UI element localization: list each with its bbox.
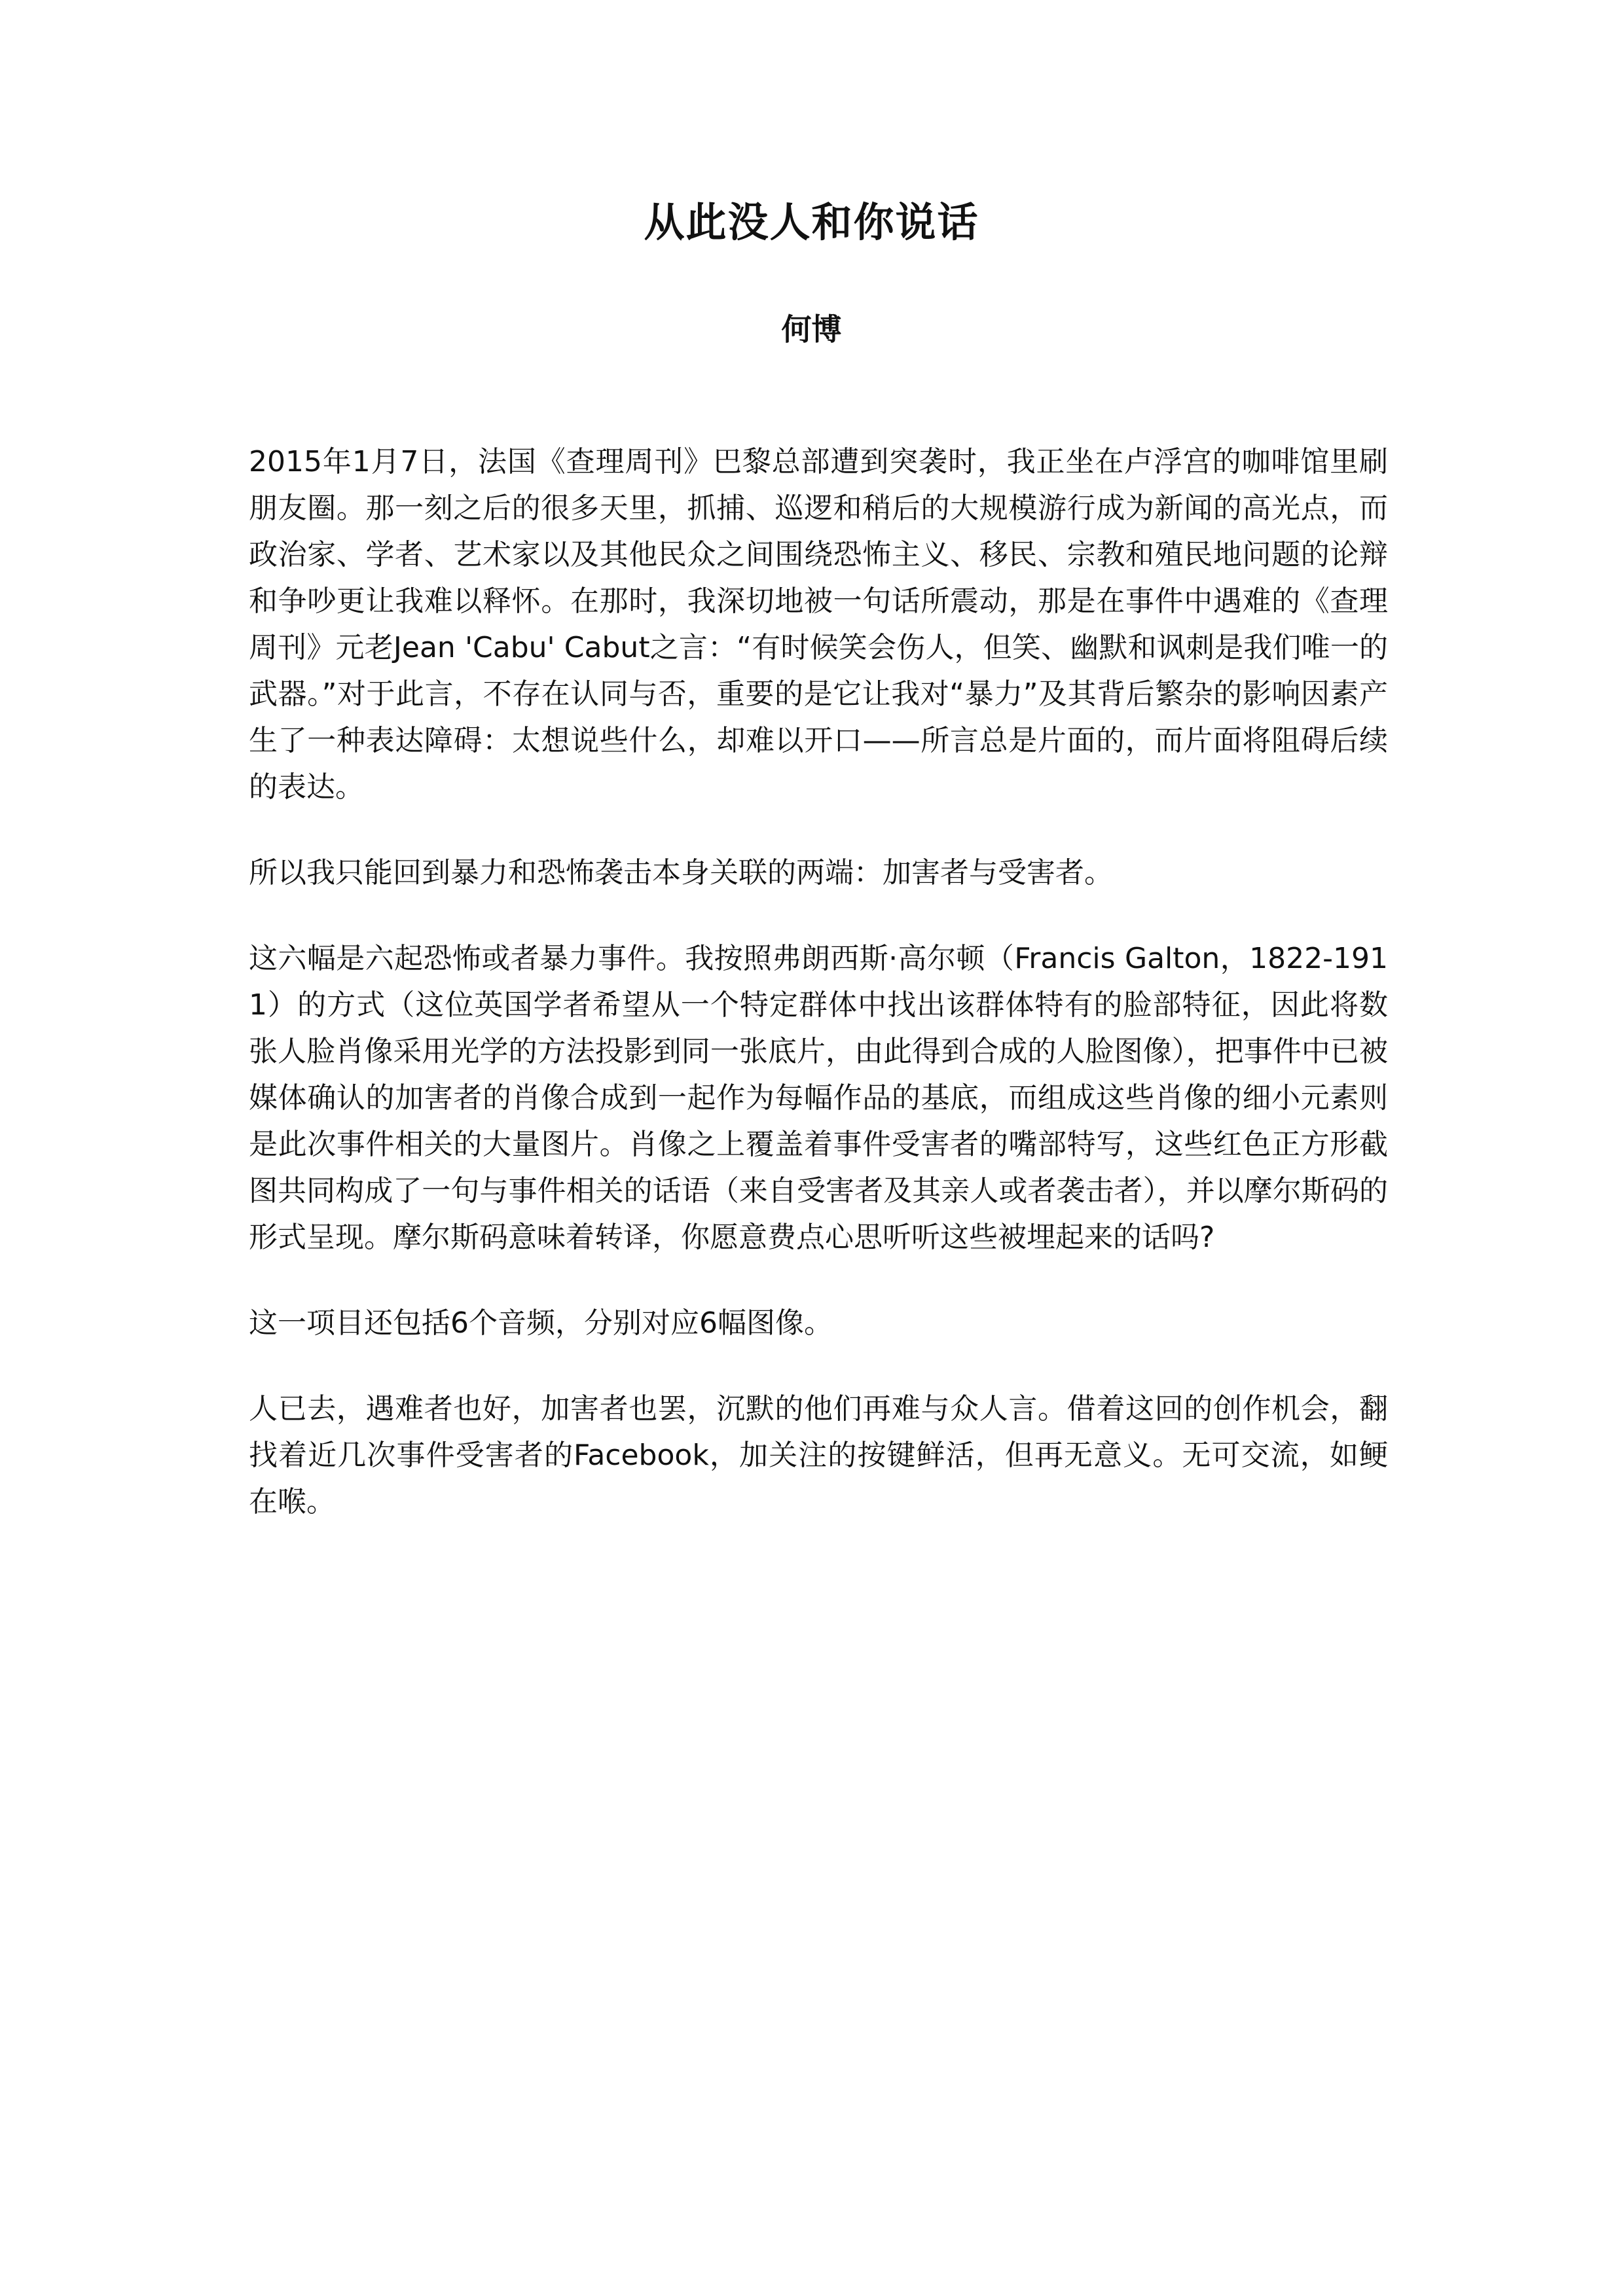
author-name: 何博 (781, 312, 842, 347)
paragraph-charlie-hebdo: 2015年1月7日，法国《查理周刊》巴黎总部遭到突袭时，我正坐在卢浮宫的咖啡馆里刷朋友圈。那一刻之后的很多天里，抓捕、巡逻和稍后的大规模游行成为新闻的高光点，而政治家、学者、艺术家以及其他民众之间围绕恐怖主义、移民、宗教和殖民地问题的论辩和争吵更让我难以释怀。在那时，我深切地被一句话所震动，那是在事件中遇难的《查理周刊》元老Jean 'Cabu' Cabut之言：“有时候笑会伤人，但笑、幽默和讽刺是我们唯一的武器。”对于此言，不存在认同与否，重要的是它让我对“暴力”及其背后繁杂的影响因素产生了一种表达障碍：太想说些什么，却难以开口——所言总是片面的，而片面将阻碍后续的表达。 (249, 445, 1388, 804)
paragraph-six-works: 这六幅是六起恐怖或者暴力事件。我按照弗朗西斯·高尔顿（Francis Galton，1822-1911）的方式（这位英国学者希望从一个特定群体中找出该群体特有的脸部特征，因此将数张人脸肖像采用光学的方法投影到同一张底片，由此得到合成的人脸图像），把事件中已被媒体确认的加害者的肖像合成到一起作为每幅作品的基底，而组成这些肖像的细小元素则是此次事件相关的大量图片。肖像之上覆盖着事件受害者的嘴部特写，这些红色正方形截图共同构成了一句与事件相关的话语（来自受害者及其亲人或者袭击者），并以摩尔斯码的形式呈现。摩尔斯码意味着转译，你愿意费点心思听听这些被埋起来的话吗? (249, 942, 1388, 1254)
paragraph-closing: 人已去，遇难者也好，加害者也罢，沉默的他们再难与众人言。借着这回的创作机会，翻找着近几次事件受害者的Facebook，加关注的按键鲜活，但再无意义。无可交流，如鲠在喉。 (249, 1392, 1388, 1518)
body-text (249, 439, 1388, 1564)
paragraph-audio: 这一项目还包括6个音频，分别对应6幅图像。 (249, 1306, 833, 1340)
document-title: 从此没人和你说话 (644, 198, 979, 246)
paragraph-perpetrators-victims: 所以我只能回到暴力和恐怖袭击本身关联的两端：加害者与受害者。 (249, 856, 1113, 889)
